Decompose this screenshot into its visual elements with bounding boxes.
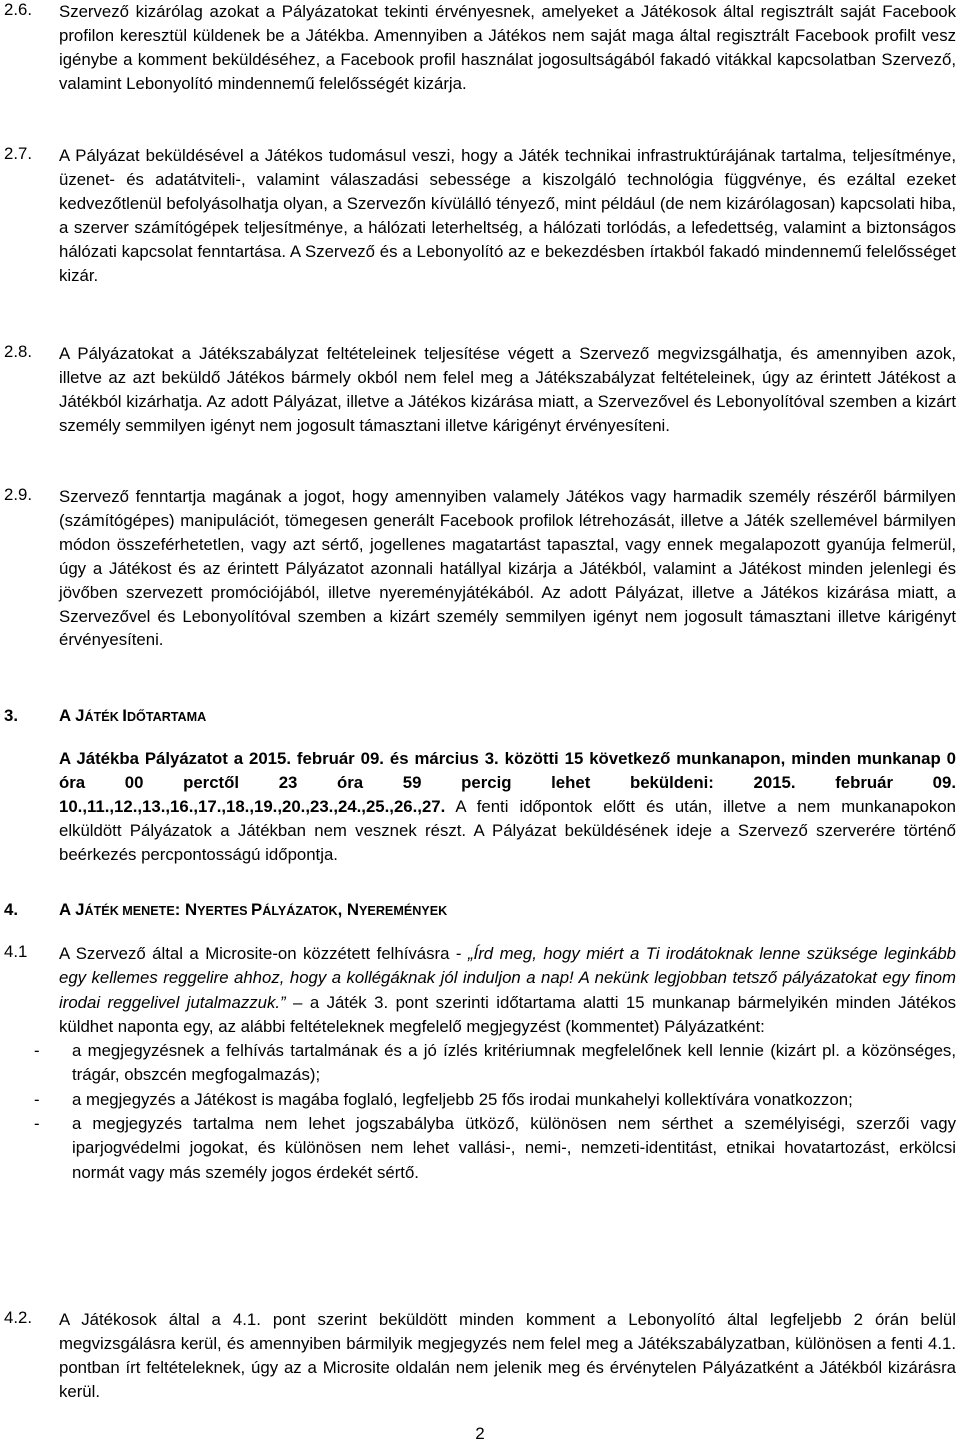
section-text: Szervező fenntartja magának a jogot, hogy amennyiben valamely Játékos vagy harmadik személy részéről bármilyen (számítógépes) manipulációt, tömegesen generált Facebook profilok létrehozását, illetve a Játék szellemével bármilyen módon összeférhetetlen, vagy azt sértő, jogellenes magatartást tapasztal, vagy ennek megalapozott gyanúja felmerül, úgy a Játékost és az érintett Pályázatot azonnali hatállyal kizárja a Játékból, valamint a Játékost minden jelenlegi és jövőben szervezett promóciójából, illetve nyereményjátékából. Az adott Pályázat, illetve a Játékos kizárása miatt, a Szervezővel és Lebonyolítóval szemben a kizárt személy semmilyen igényt nem jogosult támasztani illetve kárigényt érvényesíteni.: [59, 487, 956, 650]
heading-title: A JÁTÉK IDŐTARTAMA: [59, 706, 207, 725]
section-number: 4.1: [4, 942, 28, 961]
dates-note: A fenti időpontok előtt és után, illetve a nem munkanapokon elküldött Pályázatok a Játékban nem vesznek részt. A Pályázat beküldésének ideje a Szervező szerverére történő beérkezés percpontosságú időpontja.: [59, 796, 956, 864]
heading-section-3: [4, 706, 207, 726]
conditions-list: [0, 1039, 960, 1185]
heading-number: 4.: [4, 900, 18, 919]
page-number: 2: [475, 1424, 485, 1443]
bold-dates: A Játékba Pályázatot a 2015. február 09. és március 3. közötti 15 következő munkanapon, minden munkanap 0 óra 00 perctől 23 óra 59 percig lehet beküldeni: 2015. február 09. 10.,11.,12.,13.,16.,17.,18.,19.,20.,23.,24.,25.,26.,27.: [59, 749, 956, 816]
section-text: A Pályázatokat a Játékszabályzat feltételeinek teljesítése végett a Szervező megvizsgálhatja, és amennyiben azok, illetve az azt beküldő Játékos bármely okból nem felel meg a Játékszabályzat feltételeinek, úgy az érintett Játékost a Játékból kizárhatja. Az adott Pályázat, illetve a Játékos kizárása miatt, a Szervezővel és Lebonyolítóval szemben a kizárt személy semmilyen igényt nem jogosult támasztani illetve kárigényt érvényesíteni.: [59, 344, 956, 435]
list-item: - a megjegyzésnek a felhívás tartalmának és a jó ízlés kritériumnak megfelelőnek kell lennie (kizárt pl. a közönséges, trágár, obszcén megfogalmazás);: [34, 1041, 956, 1085]
section-number: 2.6.: [4, 0, 32, 19]
section-2-6: [0, 0, 960, 96]
section-4-2: [0, 1308, 960, 1404]
section-3-body: [0, 747, 960, 867]
section-4-1: [0, 942, 960, 1185]
heading-number: 3.: [4, 706, 18, 725]
heading-section-4: [4, 900, 448, 920]
section-number: 2.8.: [4, 342, 32, 361]
section-2-9: [0, 485, 960, 652]
section-text: [59, 747, 956, 867]
section-2-7: [0, 144, 960, 287]
section-text: A Szervező által a Microsite-on közzétett felhívásra - „Írd meg, hogy miért a Ti irodátoknak lenne szüksége leginkább egy kellemes reggelire ahhoz, hogy a kollégáknak jól induljon a nap! A nekünk legjobban tetsző pályázatokat egy finom irodai reggelivel jutalmazzuk.” – a Játék 3. pont szerinti időtartama alatti 15 munkanap bármelyikén minden Játékos küldhet naponta egy, az alábbi feltételeknek megfelelő megjegyzést (kommentet) Pályázatként:: [59, 944, 956, 1036]
section-text: A Pályázat beküldésével a Játékos tudomásul veszi, hogy a Játék technikai infrastruktúrájának tartalma, teljesítménye, üzenet- és adatátviteli-, valamint válaszadási sebessége a kiszolgáló technológia függvénye, és ezáltal ezeket kedvezőtlenül befolyásolhatja olyan, a Szervezőn kívülálló tényező, mint például (de nem kizárólagosan) kapcsolati hiba, a szerver számítógépek teljesítménye, a hálózati leterheltség, a hálózati torlódás, a lefedettség, valamint a biztonságos hálózati kapcsolat fenntartása. A Szervező és a Lebonyolító az e bekezdésben írtakból fakadó mindennemű felelősséget kizár.: [59, 146, 956, 285]
section-number: 2.7.: [4, 144, 32, 163]
heading-title: A JÁTÉK MENETE: NYERTES PÁLYÁZATOK, NYEREMÉNYEK: [59, 900, 448, 919]
quoted-call: „Írd meg, hogy miért a Ti irodátoknak lenne szüksége leginkább egy kellemes reggelire ahhoz, hogy a kollégáknak jól induljon a nap! A nekünk legjobban tetsző pályázatokat egy finom irodai reggelivel jutalmazzuk.”: [59, 944, 956, 1012]
list-item: - a megjegyzés a Játékost is magába foglaló, legfeljebb 25 fős irodai munkahelyi kollektívára vonatkozzon;: [34, 1089, 853, 1109]
section-number: 2.9.: [4, 485, 32, 504]
section-number: 4.2.: [4, 1308, 32, 1327]
list-item: - a megjegyzés tartalma nem lehet jogszabályba ütköző, különösen nem sérthet a személyiségi, szerzői vagy iparjogvédelmi jogokat, és különösen nem lehet vallási-, nemi-, nemzeti-identitást, etnikai hovatartozást, erkölcsi normát vagy más személy jogos érdekét sértő.: [34, 1114, 956, 1182]
section-text: Szervező kizárólag azokat a Pályázatokat tekinti érvényesnek, amelyeket a Játékosok által regisztrált saját Facebook profilon keresztül küldenek be a Játékba. Amennyiben a Játékos nem saját maga által regisztrált Facebook profilt vesz igénybe a komment beküldéséhez, a Facebook profil használat jogosultságából fakadó vitákkal kapcsolatban Szervező, valamint Lebonyolító mindennemű felelősségét kizárja.: [59, 2, 956, 93]
section-text: A Játékosok által a 4.1. pont szerint beküldött minden komment a Lebonyolító által legfeljebb 2 órán belül megvizsgálásra kerül, és amennyiben bármilyik megjegyzés nem felel meg a Játékszabályzatban, különösen a fenti 4.1. pontban írt feltételeknek, úgy az a Microsite oldalán nem jelenik meg és érvénytelen Pályázatként a Játékból kizárásra kerül.: [59, 1310, 956, 1401]
section-2-8: [0, 342, 960, 438]
